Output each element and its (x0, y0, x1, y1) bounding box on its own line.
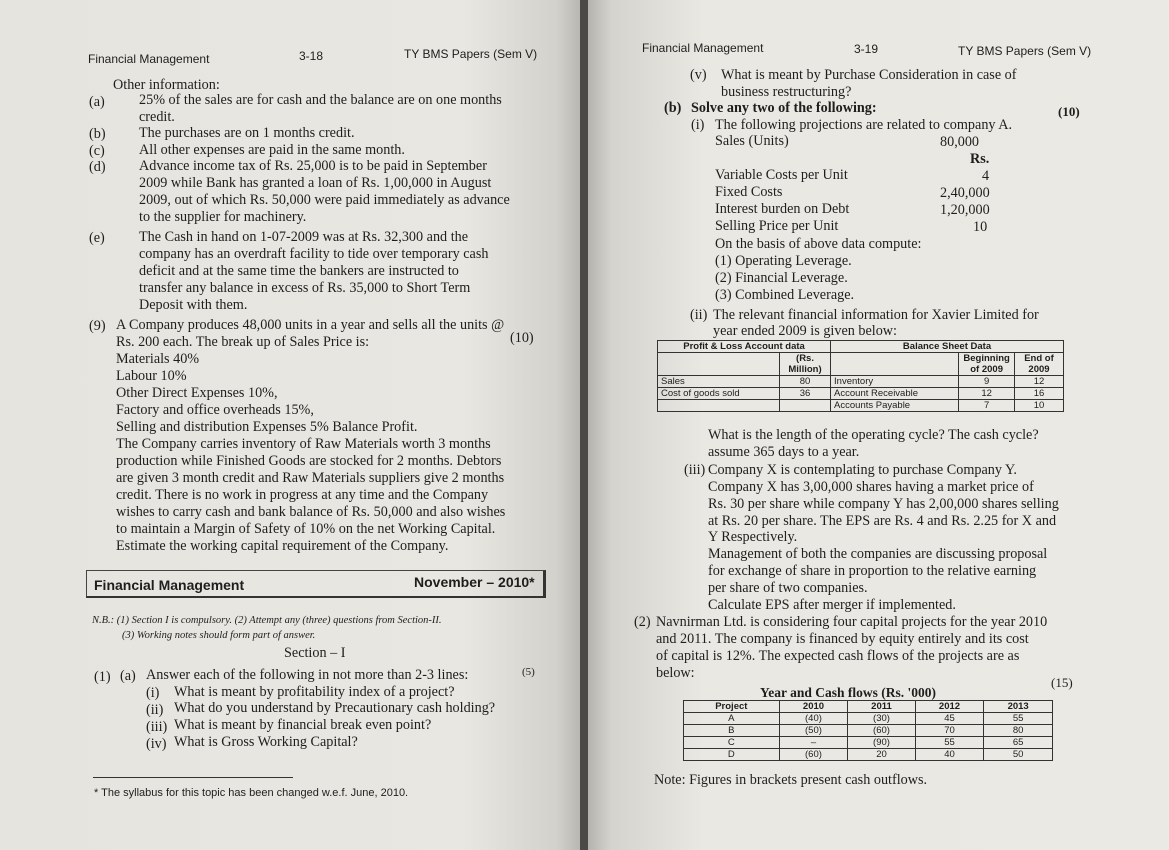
item-line: credit. (139, 109, 175, 125)
data-value: 80,000 (940, 134, 980, 150)
cell: (40) (779, 713, 848, 725)
qiii-label: (iii) (684, 462, 706, 478)
q2-line: Navnirman Ltd. is considering four capital projects for the year 2010 (656, 614, 1048, 630)
cell: (90) (848, 737, 915, 749)
qi-item: (3) Combined Leverage. (715, 287, 855, 303)
cell: 65 (984, 737, 1053, 749)
item-line: Advance income tax of Rs. 25,000 is to be paid in September (139, 158, 487, 174)
q9-line: Factory and office overheads 15%, (116, 402, 314, 418)
qiii-line: Rs. 30 per share while company Y has 2,00,000 shares selling (708, 496, 1059, 512)
q1-sub-text: What is meant by financial break even point? (174, 717, 432, 733)
data-label: Fixed Costs (715, 184, 783, 200)
page-number: 3-19 (854, 42, 879, 56)
q9-line: Labour 10% (116, 368, 187, 384)
q1-sub-label: (iii) (146, 719, 168, 735)
item-line: The Cash in hand on 1-07-2009 was at Rs. 32,300 and the (139, 229, 469, 245)
cell: (50) (779, 725, 848, 737)
cell: (60) (848, 725, 915, 737)
qi-item: (2) Financial Leverage. (715, 270, 848, 286)
item-label: (e) (89, 230, 105, 246)
cell: (60) (779, 749, 848, 761)
q9-line: Materials 40% (116, 351, 200, 367)
qv-label: (v) (690, 67, 707, 83)
cashflow-table (683, 700, 1053, 761)
q1-sub-text: What do you understand by Precautionary cash holding? (174, 700, 496, 716)
page-header-left: Financial Management (88, 52, 210, 66)
q1-sub-label: (i) (146, 685, 160, 701)
qiii-line: Y Respectively. (708, 529, 798, 545)
pl-header: Profit & Loss Account data (658, 341, 831, 353)
qii-line: The relevant financial information for Xavier Limited for (713, 307, 1039, 323)
data-label: Interest burden on Debt (715, 201, 850, 217)
q9-line: Rs. 200 each. The break up of Sales Price is: (116, 334, 370, 350)
cell: 20 (848, 749, 915, 761)
bs-end: 10 (1014, 400, 1063, 412)
table-row (658, 376, 1064, 388)
cell: D (684, 749, 780, 761)
footnote: * The syllabus for this topic has been changed w.e.f. June, 2010. (94, 787, 409, 799)
item-line: Deposit with them. (139, 297, 248, 313)
data-value: 4 (982, 168, 990, 184)
qii-label: (ii) (690, 307, 708, 323)
cell: C (684, 737, 780, 749)
page-number: 3-18 (299, 49, 324, 63)
item-label: (a) (89, 94, 105, 110)
qii-after: assume 365 days to a year. (708, 444, 860, 460)
cell: – (779, 737, 848, 749)
left-page (0, 0, 580, 850)
q9-number: (9) (89, 318, 106, 334)
cell: 40 (915, 749, 984, 761)
qiii-line: per share of two companies. (708, 580, 868, 596)
item-line: 25% of the sales are for cash and the balance are on one months (139, 92, 502, 108)
pl-value: 80 (779, 376, 830, 388)
item-label: (c) (89, 143, 105, 159)
item-line: 2009, out of which Rs. 50,000 were paid immediately as advance (139, 192, 510, 208)
qiii-line: at Rs. 20 per share. The EPS are Rs. 4 and Rs. 2.25 for X and (708, 513, 1057, 529)
qiii-line: Company X is contemplating to purchase Company Y. (708, 462, 1017, 478)
table-row (658, 400, 1064, 412)
qi-label: (i) (691, 117, 705, 133)
banner-title: Financial Management (94, 577, 245, 593)
q1-sub-text: What is meant by profitability index of a project? (174, 684, 455, 700)
q1-part: (a) (120, 668, 136, 684)
bs-item: Accounts Payable (831, 400, 959, 412)
q2-line: below: (656, 665, 695, 681)
qiii-line: Calculate EPS after merger if implemented. (708, 597, 956, 613)
pl-item: Cost of goods sold (658, 388, 780, 400)
data-value: 10 (973, 219, 988, 235)
item-line: company has an overdraft facility to tide over temporary cash (139, 246, 489, 262)
q1-stem: Answer each of the following in not more than 2-3 lines: (146, 667, 469, 683)
item-line: deficit and at the same time the bankers are instructed to (139, 263, 459, 279)
table-row (684, 725, 1053, 737)
qb-text: Solve any two of the following: (691, 100, 877, 116)
q2-number: (2) (634, 614, 651, 630)
other-info-title: Other information: (113, 77, 220, 93)
data-label: Selling Price per Unit (715, 218, 839, 234)
banner-date: November – 2010* (414, 574, 535, 590)
col-header: 2010 (779, 701, 848, 713)
cell: (30) (848, 713, 915, 725)
q1-sub-label: (iv) (146, 736, 167, 752)
q1-number: (1) (94, 669, 111, 685)
qi-text: The following projections are related to company A. (715, 117, 1013, 133)
q2-line: of capital is 12%. The expected cash flows of the projects are as (656, 648, 1020, 664)
q9-marks: (10) (510, 330, 534, 346)
bs-end: 12 (1014, 376, 1063, 388)
qv-line: business restructuring? (721, 84, 852, 100)
cell: 70 (915, 725, 984, 737)
bs-begin: 7 (959, 400, 1015, 412)
right-page (588, 0, 1169, 850)
col-header: 2011 (848, 701, 915, 713)
data-value: 2,40,000 (940, 185, 990, 201)
q1-marks: (5) (522, 666, 535, 678)
qb-label: (b) (664, 100, 682, 116)
page-header-right: TY BMS Papers (Sem V) (404, 47, 538, 61)
item-label: (b) (89, 126, 106, 142)
qiii-line: Company X has 3,00,000 shares having a market price of (708, 479, 1034, 495)
item-line: 2009 while Bank has granted a loan of Rs. 1,00,000 in August (139, 175, 492, 191)
q9-line: production while Finished Goods are stocked for 2 months. Debtors (116, 453, 502, 469)
bs-end: 16 (1014, 388, 1063, 400)
q9-line: Selling and distribution Expenses 5% Balance Profit. (116, 419, 418, 435)
bs-header: Balance Sheet Data (831, 341, 1064, 353)
col-header: 2012 (915, 701, 984, 713)
item-label: (d) (89, 159, 106, 175)
q9-line: wishes to carry cash and bank balance of Rs. 50,000 and also wishes (116, 504, 506, 520)
nb-line: (3) Working notes should form part of answer. (122, 630, 316, 641)
table-row (658, 388, 1064, 400)
qi-compute: On the basis of above data compute: (715, 236, 922, 252)
q2-marks: (15) (1051, 675, 1073, 690)
bs-item: Inventory (831, 376, 959, 388)
currency-label: Rs. (970, 151, 990, 167)
data-label: Variable Costs per Unit (715, 167, 848, 183)
qv-line: What is meant by Purchase Consideration in case of (721, 67, 1017, 83)
item-line: transfer any balance in excess of Rs. 35,000 to Short Term (139, 280, 471, 296)
q9-line: A Company produces 48,000 units in a year and sells all the units @ (116, 317, 505, 333)
col-header: 2013 (984, 701, 1053, 713)
table-row (684, 749, 1053, 761)
begin-header: Beginning of 2009 (959, 353, 1015, 376)
qii-after: What is the length of the operating cycle? The cash cycle? (708, 427, 1039, 443)
qi-item: (1) Operating Leverage. (715, 253, 852, 269)
q2-line: and 2011. The company is financed by equity entirely and its cost (656, 631, 1029, 647)
q9-line: credit. There is no work in progress at any time and the Company (116, 487, 489, 503)
table-row (684, 737, 1053, 749)
cell: 55 (915, 737, 984, 749)
qiii-line: Management of both the companies are discussing proposal (708, 546, 1048, 562)
pl-value: 36 (779, 388, 830, 400)
cashflow-table-title: Year and Cash flows (Rs. '000) (760, 685, 937, 700)
bs-begin: 12 (959, 388, 1015, 400)
cell: 80 (984, 725, 1053, 737)
item-line: to the supplier for machinery. (139, 209, 307, 225)
q1-sub-label: (ii) (146, 702, 164, 718)
data-value: 1,20,000 (940, 202, 990, 218)
qiii-line: for exchange of share in proportion to the relative earning (708, 563, 1037, 579)
book-gutter (580, 0, 588, 850)
bs-begin: 9 (959, 376, 1015, 388)
q9-line: to maintain a Margin of Safety of 10% on the net Working Capital. (116, 521, 496, 537)
cell: B (684, 725, 780, 737)
col-header: Project (684, 701, 780, 713)
qb-marks: (10) (1058, 104, 1080, 119)
q9-line: The Company carries inventory of Raw Materials worth 3 months (116, 436, 491, 452)
page-header-right: TY BMS Papers (Sem V) (958, 44, 1092, 58)
end-header: End of 2009 (1014, 353, 1063, 376)
nb-line: N.B.: (1) Section I is compulsory. (2) Attempt any (three) questions from Section-II. (92, 615, 442, 626)
data-label: Sales (Units) (715, 133, 789, 149)
cell: A (684, 713, 780, 725)
pl-item: Sales (658, 376, 780, 388)
page-header-left: Financial Management (642, 41, 764, 55)
section-title: Section – I (284, 645, 346, 661)
rs-header: (Rs. Million) (779, 353, 830, 376)
table-row (684, 713, 1053, 725)
cell: 45 (915, 713, 984, 725)
cell: 50 (984, 749, 1053, 761)
item-line: All other expenses are paid in the same month. (139, 142, 405, 158)
cell: 55 (984, 713, 1053, 725)
bs-item: Account Receivable (831, 388, 959, 400)
q9-line: Other Direct Expenses 10%, (116, 385, 278, 401)
q9-line: are given 3 month credit and Raw Materials suppliers give 2 months (116, 470, 505, 486)
q1-sub-text: What is Gross Working Capital? (174, 734, 358, 750)
xavier-financial-table (657, 340, 1064, 412)
item-line: The purchases are on 1 months credit. (139, 125, 355, 141)
cashflow-note: Note: Figures in brackets present cash outflows. (654, 772, 928, 788)
q9-line: Estimate the working capital requirement of the Company. (116, 538, 449, 554)
qii-line: year ended 2009 is given below: (713, 323, 897, 339)
footnote-rule (93, 777, 293, 778)
